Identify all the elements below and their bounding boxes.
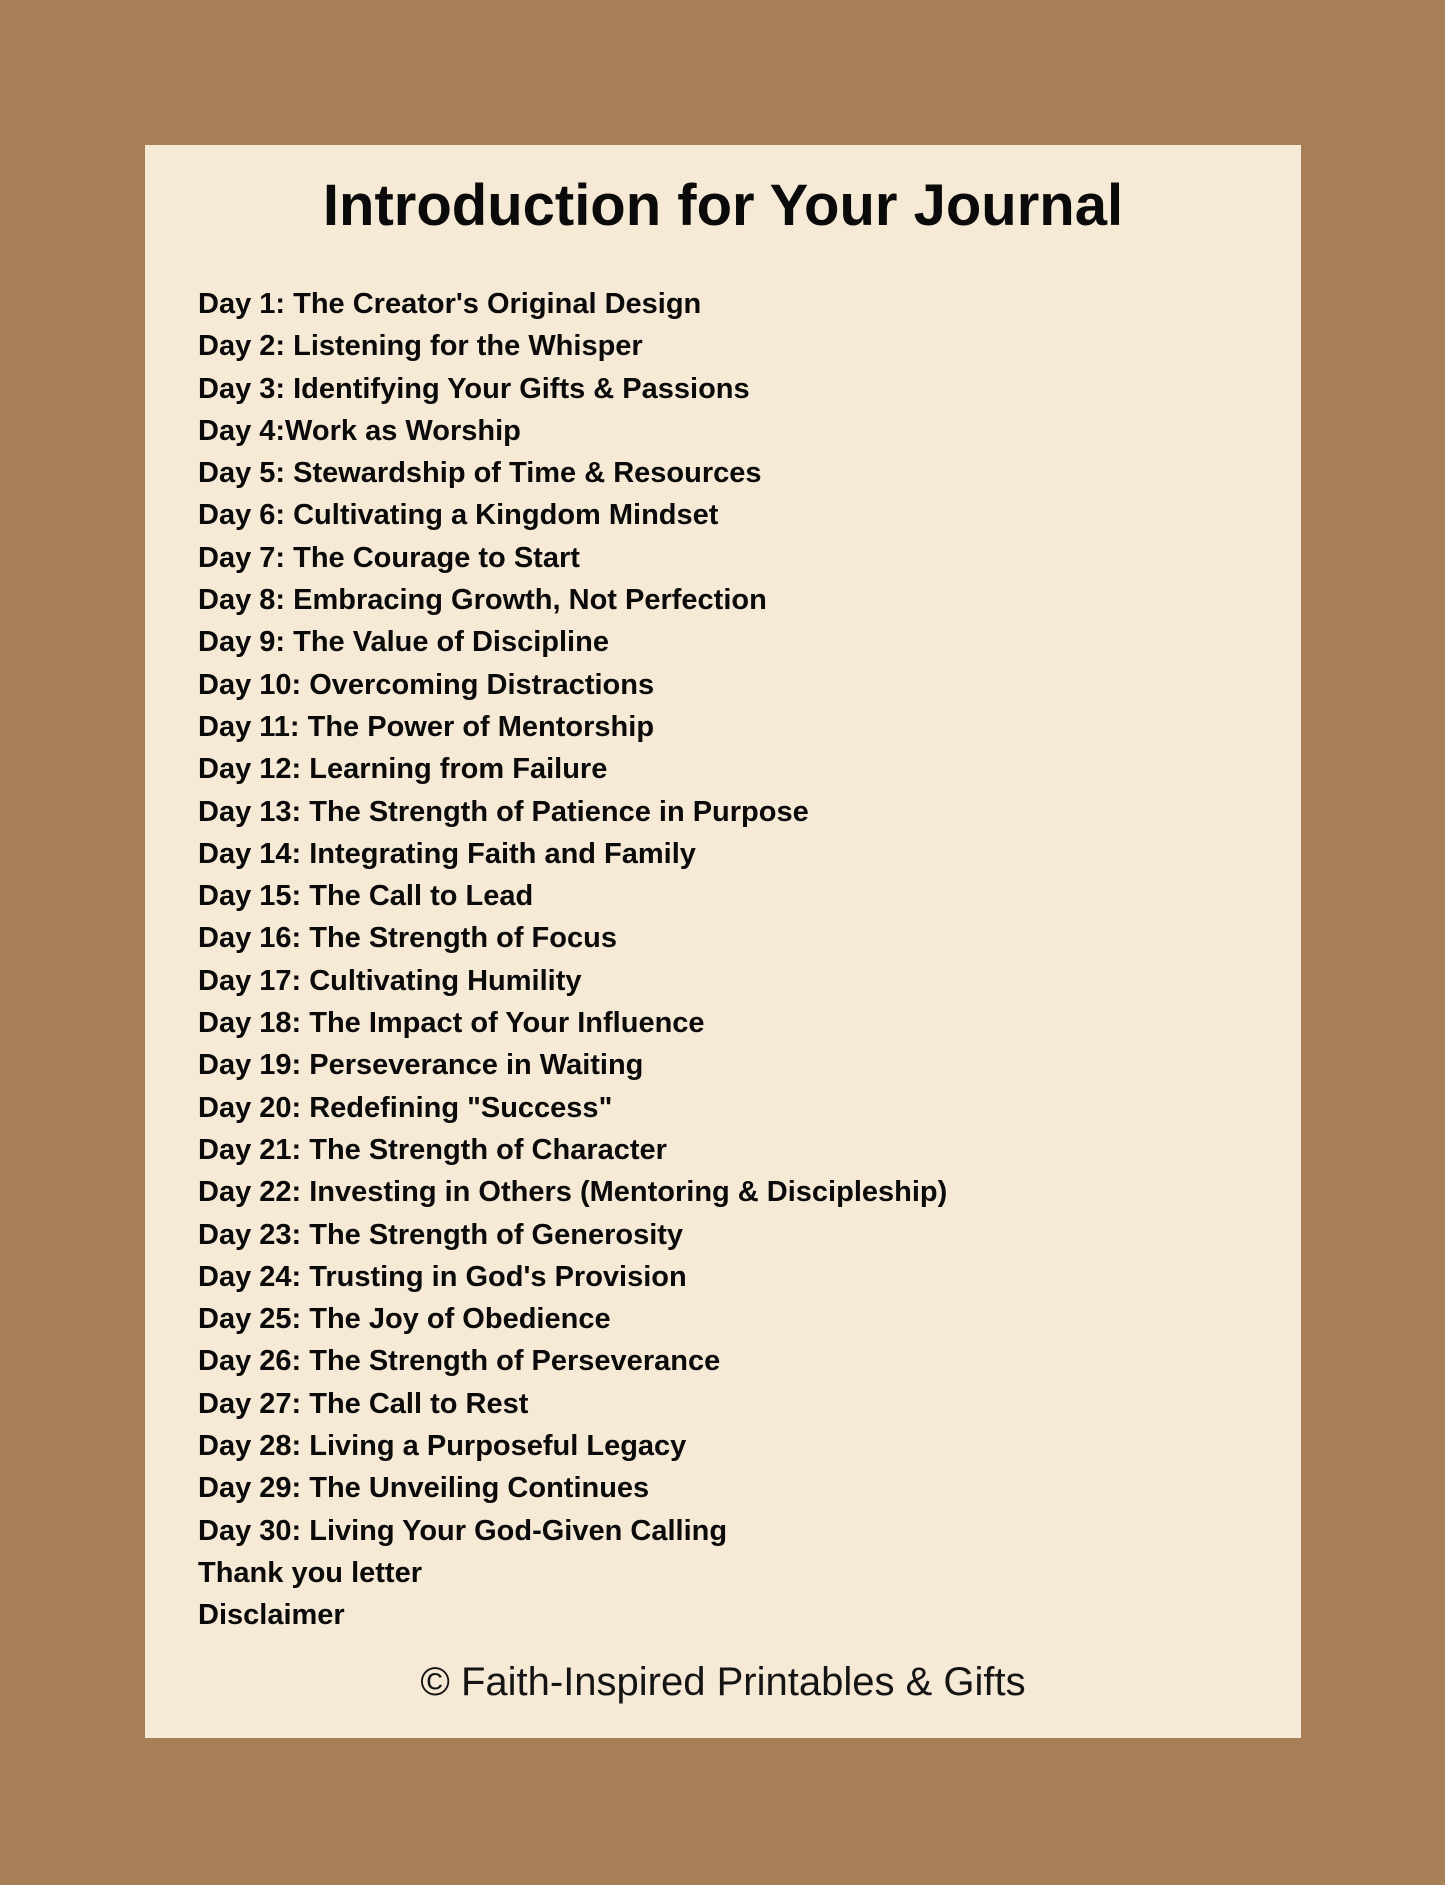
toc-entry: Day 5: Stewardship of Time & Resources — [198, 457, 762, 490]
toc-entry: Day 15: The Call to Lead — [198, 880, 534, 913]
toc-entry: Day 6: Cultivating a Kingdom Mindset — [198, 499, 719, 532]
toc-entry: Day 18: The Impact of Your Influence — [198, 1007, 705, 1040]
toc-entry: Day 21: The Strength of Character — [198, 1133, 667, 1166]
toc-entry: Day 19: Perseverance in Waiting — [198, 1049, 644, 1082]
toc-entry: Day 17: Cultivating Humility — [198, 964, 582, 997]
toc-entry: Day 3: Identifying Your Gifts & Passions — [198, 372, 750, 405]
table-of-contents — [198, 283, 947, 1637]
toc-entry: Day 12: Learning from Failure — [198, 753, 608, 786]
toc-entry: Day 4:Work as Worship — [198, 414, 521, 447]
toc-entry: Day 25: The Joy of Obedience — [198, 1303, 611, 1336]
toc-entry: Day 13: The Strength of Patience in Purpose — [198, 795, 809, 828]
toc-entry: Day 2: Listening for the Whisper — [198, 330, 643, 363]
toc-entry: Day 27: The Call to Rest — [198, 1387, 529, 1420]
toc-entry: Day 28: Living a Purposeful Legacy — [198, 1430, 687, 1463]
toc-entry: Day 9: The Value of Discipline — [198, 626, 609, 659]
toc-entry: Day 8: Embracing Growth, Not Perfection — [198, 584, 767, 617]
toc-entry: Day 20: Redefining "Success" — [198, 1091, 613, 1124]
journal-page — [145, 145, 1301, 1738]
toc-entry: Disclaimer — [198, 1599, 345, 1632]
toc-entry: Day 7: The Courage to Start — [198, 541, 580, 574]
toc-entry: Day 10: Overcoming Distractions — [198, 668, 655, 701]
toc-entry: Day 26: The Strength of Perseverance — [198, 1345, 721, 1378]
toc-entry: Day 14: Integrating Faith and Family — [198, 837, 696, 870]
toc-entry: Day 11: The Power of Mentorship — [198, 710, 655, 743]
toc-entry: Day 30: Living Your God-Given Calling — [198, 1514, 728, 1547]
toc-entry: Day 22: Investing in Others (Mentoring & Discipleship) — [198, 1176, 948, 1209]
toc-entry: Day 1: The Creator's Original Design — [198, 288, 702, 320]
page-title: Introduction for Your Journal — [322, 173, 1124, 238]
toc-entry: Day 23: The Strength of Generosity — [198, 1218, 684, 1251]
toc-entry: Day 29: The Unveiling Continues — [198, 1472, 650, 1505]
toc-entry: Day 16: The Strength of Focus — [198, 922, 617, 955]
copyright-footer: © Faith-Inspired Printables & Gifts — [420, 1660, 1026, 1704]
toc-entry: Thank you letter — [198, 1556, 422, 1589]
toc-entry: Day 24: Trusting in God's Provision — [198, 1260, 687, 1293]
